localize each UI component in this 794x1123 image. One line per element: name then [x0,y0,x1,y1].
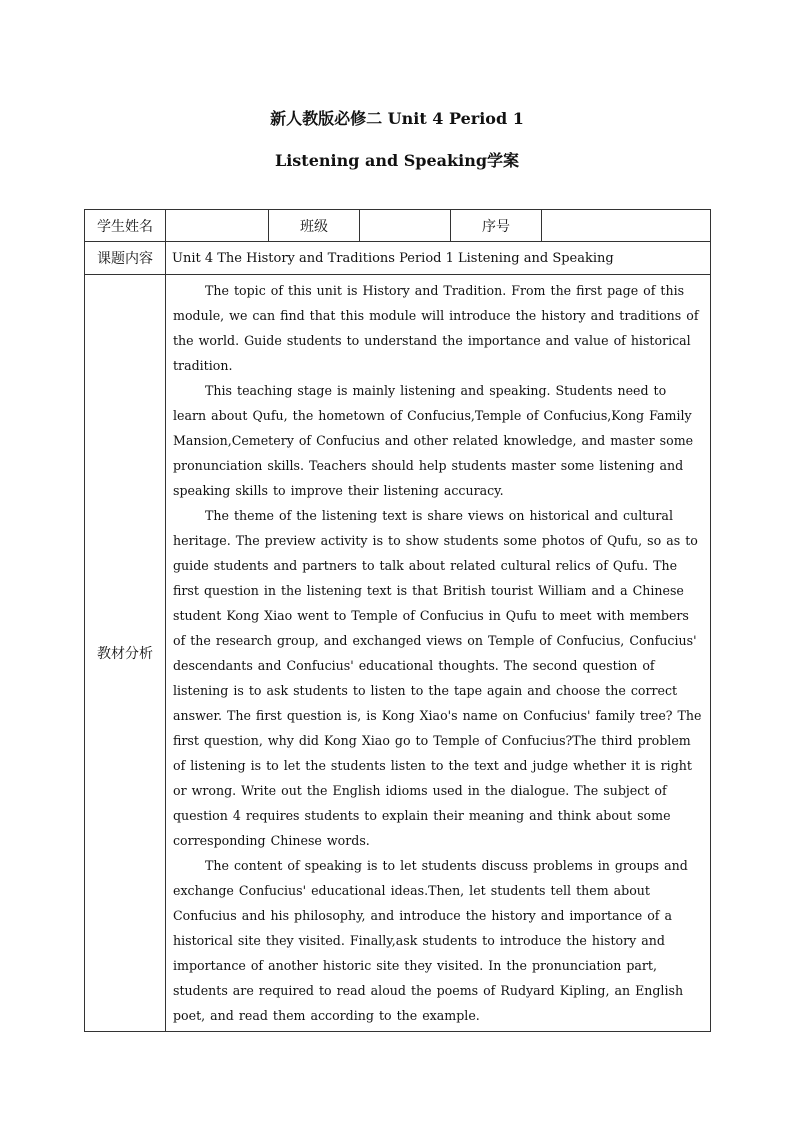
lesson-plan-table [84,209,711,1032]
analysis-paragraph: This teaching stage is mainly listening and speaking. Students need to learn about Qufu, the hometown of Confucius,Temple of Confucius,Kong Family Mansion,Cemetery of Confucius and other related knowledge, and master some pronunciation skills. Teachers should help students master some listening and speaking skills to improve their listening accuracy. [173,383,694,498]
seat-number-field[interactable] [542,210,711,242]
table-row [85,210,711,242]
student-name-field[interactable] [166,210,269,242]
seat-number-label: 序号 [451,210,542,242]
class-field[interactable] [360,210,451,242]
student-name-label: 学生姓名 [85,210,166,242]
analysis-paragraph: The topic of this unit is History and Tradition. From the first page of this module, we can find that this module will introduce the history and traditions of the world. Guide students to understand the importance and value of historical tradition. [173,283,699,373]
topic-label: 课题内容 [85,242,166,275]
analysis-paragraph: The content of speaking is to let students discuss problems in groups and exchange Confucius' educational ideas.Then, let students tell them about Confucius and his philosophy, and introduce the history and importance of a historical site they visited. Finally,ask students to introduce the history and importance of another historic site they visited. In the pronunciation part, students are required to read aloud the poems of Rudyard Kipling, an English poet, and read them according to the example. [173,858,688,1023]
analysis-content [166,275,711,1032]
document-subtitle: Listening and Speaking学案 [274,151,520,170]
table-row [85,242,711,275]
document-title: 新人教版必修二 Unit 4 Period 1 [270,109,524,128]
analysis-label: 教材分析 [85,275,166,1032]
analysis-paragraph: The theme of the listening text is share views on historical and cultural heritage. The preview activity is to show students some photos of Qufu, so as to guide students and partners to talk about related cultural relics of Qufu. The first question in the listening text is that British tourist William and a Chinese student Kong Xiao went to Temple of Confucius in Qufu to meet with members of the research group, and exchanged views on Temple of Confucius, Confucius' descendants and Confucius' educational thoughts. The second question of listening is to ask students to listen to the tape again and choose the correct answer. The first question is, is Kong Xiao's name on Confucius' family tree? The first question, why did Kong Xiao go to Temple of Confucius?The third problem of listening is to let the students listen to the text and judge whether it is right or wrong. Write out the English idioms used in the dialogue. The subject of question 4 requires students to explain their meaning and think about some corresponding Chinese words. [173,508,702,848]
table-row [85,275,711,1032]
topic-value: Unit 4 The History and Traditions Period 1 Listening and Speaking [166,242,711,275]
class-label: 班级 [269,210,360,242]
